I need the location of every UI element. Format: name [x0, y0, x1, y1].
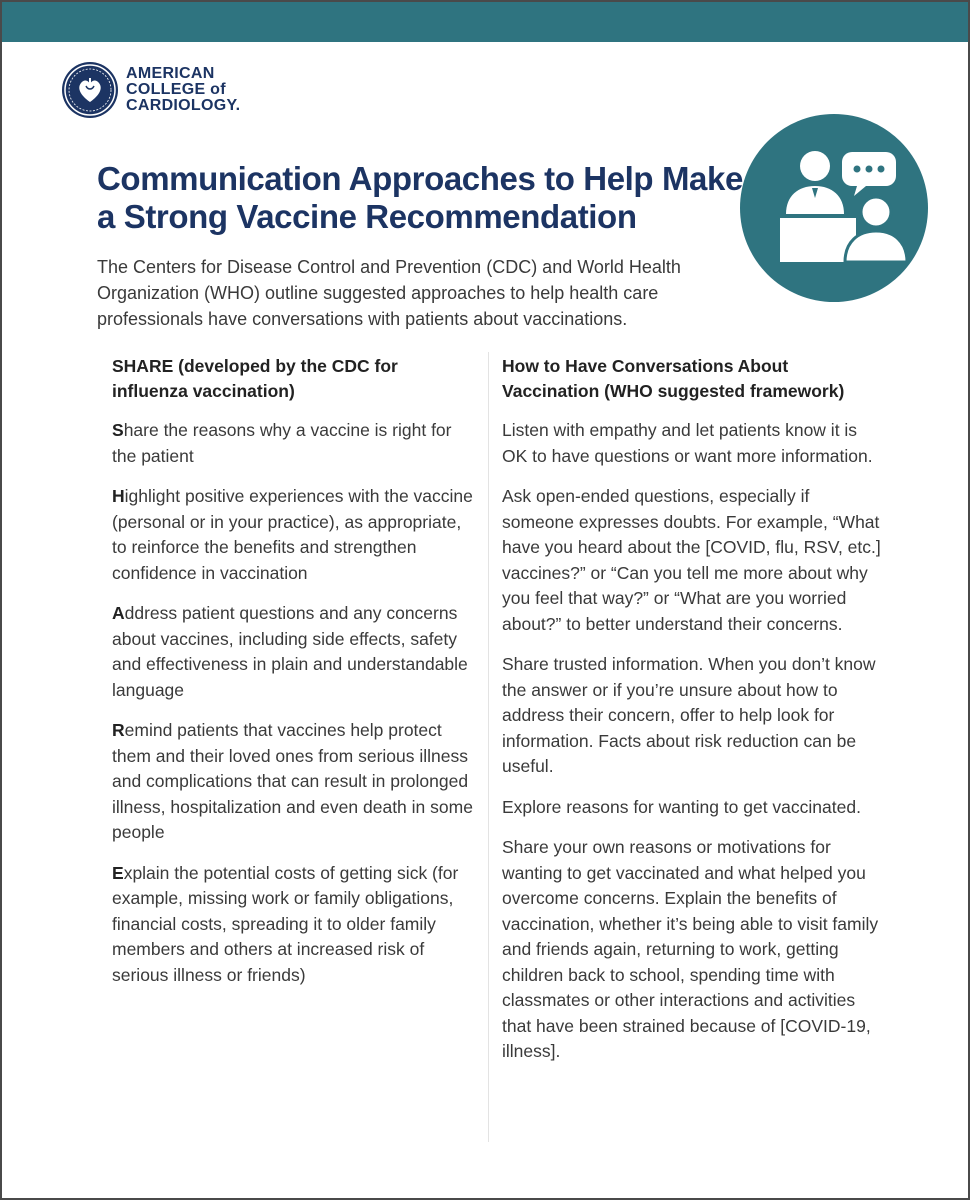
who-paragraph-listen: Listen with empathy and let patients know it is OK to have questions or want more information. [502, 420, 873, 466]
share-item-e [112, 861, 477, 989]
who-paragraph-share-reasons: Share your own reasons or motivations for wanting to get vaccinated and what helped you overcome concerns. Explain the benefits of vaccination, whether it’s being able to visit family and friends again, returning to work, getting children back to school, spending time with classmates or other interactions and activities that have been strained because of [COVID-19, illness]. [502, 837, 879, 1061]
logo-line-1: AMERICAN [126, 65, 215, 82]
acc-logo [62, 62, 240, 118]
share-item-h [112, 484, 477, 586]
share-text: ighlight positive experiences with the vaccine (personal or in your practice), as appropriate, to reinforce the benefits and strengthen confidence in vaccination [112, 486, 473, 583]
share-letter: A [112, 603, 125, 623]
share-text: xplain the potential costs of getting sick (for example, missing work or family obligations, financial costs, spreading it to older family members and others at increased risk of serious illness or friends) [112, 862, 459, 985]
heart-seal-icon [62, 62, 118, 118]
share-item-a [112, 601, 477, 703]
logo-line-2: COLLEGE of [126, 81, 226, 98]
column-divider [488, 352, 489, 1142]
share-letter: E [112, 862, 124, 883]
logo-line-3: CARDIOLOGY. [126, 97, 241, 114]
share-column [112, 354, 477, 1003]
share-text: emind patients that vaccines help protect them and their loved ones from serious illness and complications that can result in prolonged illness, hospitalization and even death in some people [112, 720, 473, 842]
who-paragraph-explore: Explore reasons for wanting to get vaccinated. [502, 796, 861, 817]
intro-paragraph: The Centers for Disease Control and Prevention (CDC) and World Health Organization (WHO) outline suggested approaches to help health care professionals have conversations with patients about vaccinations. [97, 257, 681, 329]
share-item-s [112, 418, 477, 469]
share-text: hare the reasons why a vaccine is right for the patient [112, 420, 452, 466]
page-title: Communication Approaches to Help Make a Strong Vaccine Recommendation [97, 160, 743, 235]
who-paragraph-ask: Ask open-ended questions, especially if someone expresses doubts. For example, “What have you heard about the [COVID, flu, RSV, etc.] vaccines?” or “Can you tell me more about why you feel that way?” or “What are you worried about?” to better understand their concerns. [502, 486, 881, 634]
who-column [502, 354, 882, 1080]
share-letter: S [112, 420, 124, 440]
header-accent-bar [2, 2, 968, 42]
share-item-r [112, 718, 477, 846]
share-text: ddress patient questions and any concerns about vaccines, including side effects, safety and effectiveness in plain and understandable language [112, 603, 468, 700]
share-heading: SHARE (developed by the CDC for influenza vaccination) [112, 356, 398, 401]
share-letter: H [112, 486, 125, 506]
logo-wordmark [126, 66, 240, 114]
share-letter: R [112, 720, 125, 740]
who-heading: How to Have Conversations About Vaccination (WHO suggested framework) [502, 356, 845, 401]
who-paragraph-share-info: Share trusted information. When you don’t know the answer or if you’re unsure about how to address their concern, offer to help look for information. Facts about risk reduction can be useful. [502, 654, 876, 776]
doctor-patient-conversation-icon [740, 114, 928, 302]
